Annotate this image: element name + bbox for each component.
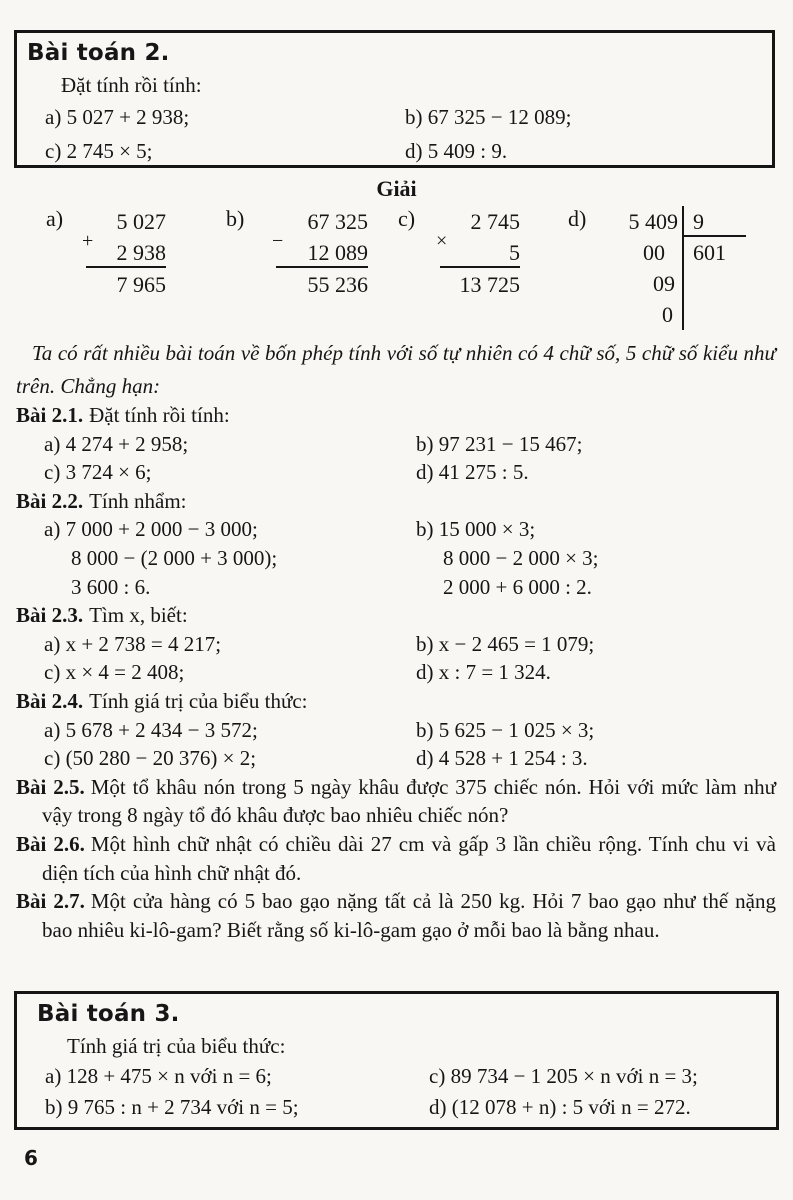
subtraction-top-operand: 67 325 [307, 209, 368, 234]
division-quotient: 601 [693, 240, 726, 265]
exercise-item: 2 000 + 6 000 : 2. [443, 574, 592, 599]
multiplication-column [436, 206, 520, 299]
worked-subtraction-label: b) [226, 206, 245, 231]
addition-bottom-operand [82, 230, 166, 268]
exercise-2-6 [16, 830, 776, 887]
problem-2-items [45, 100, 772, 168]
problem-2-item-d: d) 5 409 : 9. [405, 138, 508, 163]
worked-addition-label: a) [46, 206, 64, 231]
problem-2-item-a: a) 5 027 + 2 938; [45, 104, 190, 129]
exercise-text: Một hình chữ nhật có chiều dài 27 cm và gấp 3 lần chiều rộng. Tính chu vi và diện tích của hình chữ nhật đó. [42, 831, 776, 885]
exercise-2-3-heading [16, 601, 776, 630]
exercise-title: Tính nhẩm: [89, 488, 187, 513]
plus-sign: + [82, 230, 94, 252]
exercise-2-2-heading [16, 487, 776, 516]
exercise-2-3 [16, 601, 776, 687]
division-divisor-column [684, 206, 746, 330]
division-layout [606, 206, 746, 330]
worked-multiplication-label: c) [398, 206, 416, 231]
multiplication-bottom-operand [436, 230, 520, 268]
division-divisor: 9 [684, 206, 746, 237]
worked-division [568, 206, 746, 330]
problem-3-items [45, 1061, 776, 1123]
problem-2-title: Bài toán 2. [27, 40, 170, 66]
exercise-number: Bài 2.6. [16, 831, 85, 856]
addition-top-operand: 5 027 [116, 209, 166, 234]
exercise-item: 8 000 − 2 000 × 3; [443, 545, 599, 570]
exercise-number: Bài 2.5. [16, 774, 85, 799]
exercise-item: c) x × 4 = 2 408; [44, 660, 185, 685]
exercise-text: Một cửa hàng có 5 bao gạo nặng tất cả là 250 kg. Hỏi 7 bao gạo như thế nặng bao nhiêu ki-lô-gam? Biết rằng số ki-lô-gam gạo ở mỗi bao là bằng nhau. [42, 889, 777, 942]
exercise-2-2 [16, 487, 776, 601]
problem-3-intro: Tính giá trị của biểu thức: [67, 1034, 286, 1058]
problem-3-item-b: b) 9 765 : n + 2 734 với n = 5; [45, 1095, 299, 1119]
subtraction-result: 55 236 [307, 272, 368, 297]
problem-2-item-c: c) 2 745 × 5; [45, 138, 153, 163]
exercise-row [16, 744, 776, 773]
exercise-row [16, 458, 776, 487]
exercise-list [16, 401, 776, 944]
worked-multiplication [398, 206, 520, 299]
exercise-item: 3 600 : 6. [71, 574, 151, 599]
exercise-number: Bài 2.3. [16, 603, 84, 628]
exercise-row [16, 544, 776, 573]
exercise-2-1-heading [16, 401, 776, 430]
exercise-item: d) 41 275 : 5. [416, 460, 529, 485]
exercise-title: Tìm x, biết: [89, 603, 188, 628]
division-step: 09 [653, 271, 675, 296]
problem-3-title: Bài toán 3. [37, 1001, 180, 1027]
minus-sign: − [272, 230, 284, 252]
exercise-item: a) x + 2 738 = 4 217; [44, 631, 222, 656]
exercise-title: Đặt tính rồi tính: [89, 403, 230, 427]
exercise-row [16, 658, 776, 687]
multiplication-result: 13 725 [459, 272, 520, 297]
solution-heading: Giải [376, 176, 417, 201]
division-step: 00 [643, 240, 665, 265]
worked-division-label: d) [568, 206, 587, 231]
problem-3-row [45, 1061, 776, 1092]
exercise-2-4-heading [16, 687, 776, 716]
subtraction-column [272, 206, 368, 299]
problem-2-intro: Đặt tính rồi tính: [61, 73, 202, 97]
exercise-item: d) 4 528 + 1 254 : 3. [416, 746, 588, 771]
addition-result: 7 965 [116, 272, 166, 297]
exercise-item: b) 5 625 − 1 025 × 3; [416, 717, 595, 742]
subtraction-bottom-value: 12 089 [307, 240, 368, 265]
worked-addition [46, 206, 166, 299]
exercise-item: a) 7 000 + 2 000 − 3 000; [44, 517, 258, 542]
division-remainder: 0 [662, 302, 673, 327]
exercise-number: Bài 2.2. [16, 488, 84, 513]
problem-2-item-b: b) 67 325 − 12 089; [405, 104, 572, 129]
exercise-text: Một tổ khâu nón trong 5 ngày khâu được 375 chiếc nón. Hỏi với mức làm như vậy trong 8 ngày tổ đó khâu được bao nhiêu chiếc nón? [42, 774, 776, 828]
page-number: 6 [24, 1146, 38, 1170]
problem-3-item-a: a) 128 + 475 × n với n = 6; [45, 1064, 272, 1088]
exercise-title: Tính giá trị của biểu thức: [89, 688, 308, 713]
exercise-2-4 [16, 687, 776, 773]
exercise-2-1 [16, 401, 776, 487]
exercise-row [16, 716, 776, 745]
subtraction-bottom-operand [272, 230, 368, 268]
exercise-row [16, 515, 776, 544]
multiplication-top-operand: 2 745 [470, 209, 520, 234]
problem-3-item-d: d) (12 078 + n) : 5 với n = 272. [429, 1095, 691, 1119]
exercise-number: Bài 2.4. [16, 688, 84, 713]
exercise-item: c) (50 280 − 20 376) × 2; [44, 746, 257, 771]
note-paragraph: Ta có rất nhiều bài toán về bốn phép tính với số tự nhiên có 4 chữ số, 5 chữ số kiểu như trên. Chẳng hạn: [16, 341, 776, 398]
exercise-item: d) x : 7 = 1 324. [416, 660, 551, 685]
exercise-2-5 [16, 773, 776, 830]
exercise-row [16, 630, 776, 659]
problem-3-box [14, 991, 779, 1130]
worked-subtraction [226, 206, 368, 299]
multiplication-bottom-value: 5 [509, 240, 520, 265]
problem-2-row [45, 100, 772, 134]
exercise-2-7 [16, 887, 776, 944]
division-dividend: 5 409 [628, 209, 678, 234]
problem-2-box [14, 30, 775, 168]
times-sign: × [436, 230, 448, 252]
problem-3-item-c: c) 89 734 − 1 205 × n với n = 3; [429, 1064, 698, 1088]
exercise-row [16, 430, 776, 459]
exercise-item: b) 15 000 × 3; [416, 517, 536, 542]
exercise-item: 8 000 − (2 000 + 3 000); [71, 545, 278, 570]
exercise-item: a) 4 274 + 2 958; [44, 431, 189, 456]
exercise-item: c) 3 724 × 6; [44, 460, 152, 485]
exercise-item: b) 97 231 − 15 467; [416, 431, 583, 456]
problem-3-row [45, 1092, 776, 1123]
addition-column [82, 206, 166, 299]
division-dividend-column [606, 206, 684, 330]
exercise-item: b) x − 2 465 = 1 079; [416, 631, 595, 656]
exercise-item: a) 5 678 + 2 434 − 3 572; [44, 717, 258, 742]
exercise-row [16, 573, 776, 602]
addition-bottom-value: 2 938 [116, 240, 166, 265]
exercise-number: Bài 2.7. [16, 889, 85, 914]
exercise-number: Bài 2.1. [16, 403, 84, 427]
problem-2-row [45, 134, 772, 168]
